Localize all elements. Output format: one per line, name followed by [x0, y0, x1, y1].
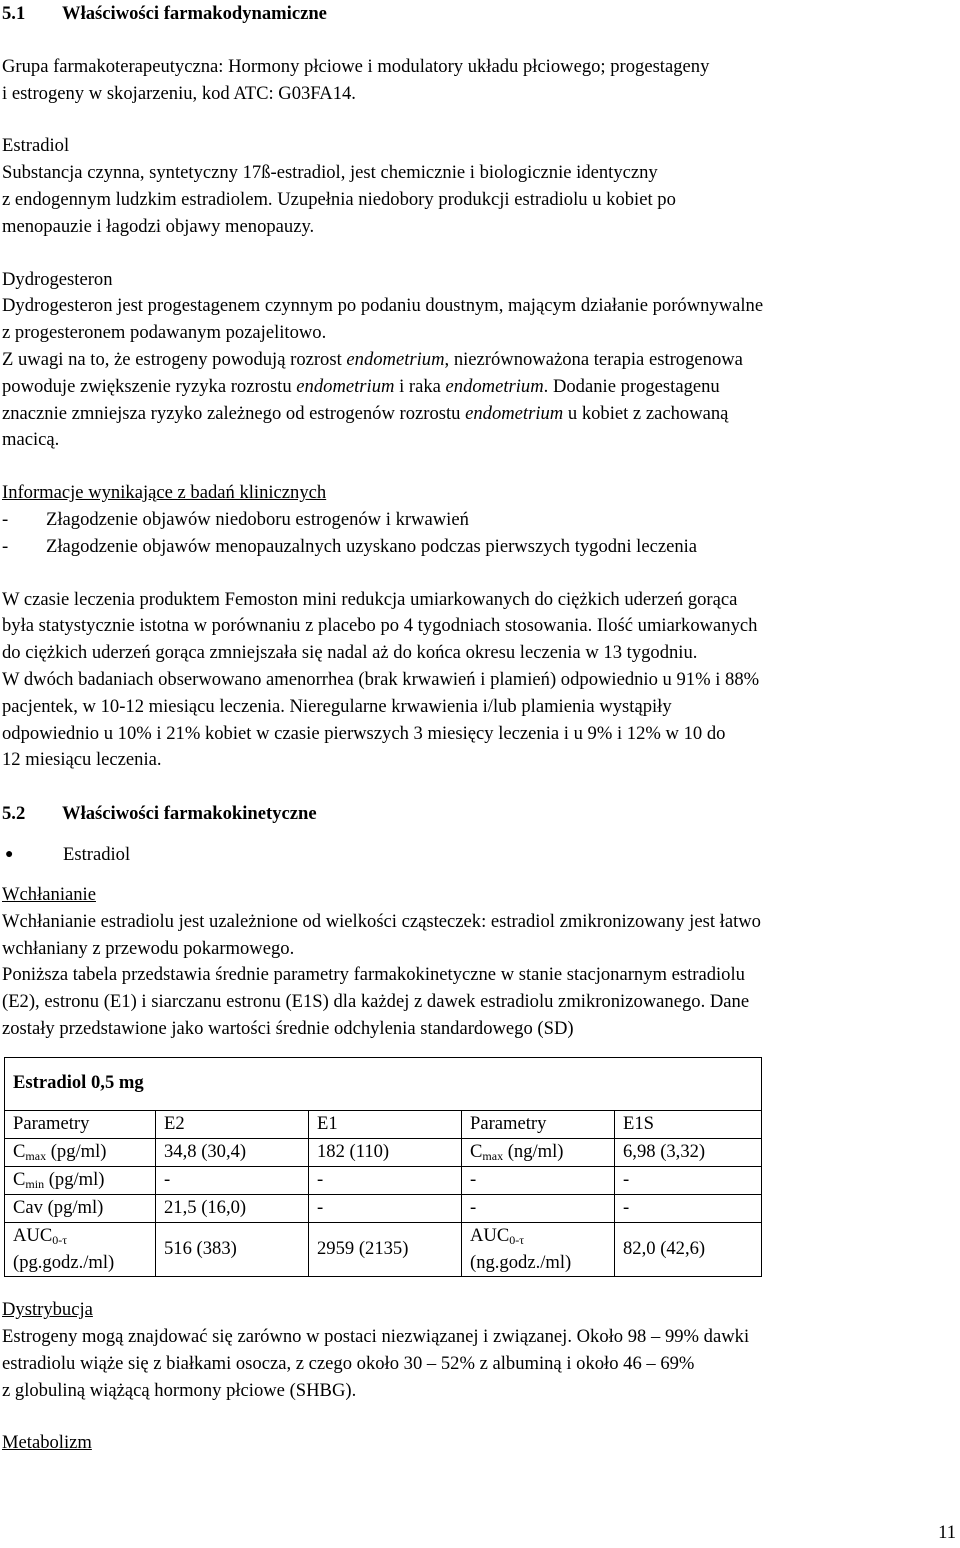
dydrogesteron-text-2: z progesteronem podawanym pozajelitowo.: [2, 322, 327, 344]
endometrium-line-1: Z uwagi na to, że estrogeny powodują rozrost endometrium, niezrównoważona terapia estrogenowa: [2, 348, 743, 370]
bullet-item-estradiol: ● Estradiol: [2, 828, 952, 882]
section-5-1-heading: 5.1 Właściwości farmakodynamiczne: [2, 3, 327, 24]
absorption-line-4: (E2), estronu (E1) i siarczanu estronu (E1S) dla każdej z dawek estradiolu zmikronizowanego. Dane: [2, 991, 750, 1013]
dydrogesteron-text-1: Dydrogesteron jest progestagenem czynnym po podaniu doustnym, mającym działanie porównywalne: [2, 295, 764, 317]
estradiol-heading: Estradiol: [2, 135, 70, 157]
results-line-3: do ciężkich uderzeń gorąca zmniejszała się nadal aż do końca okresu leczenia w 13 tygodniu.: [2, 642, 698, 664]
results-line-6: odpowiednio u 10% i 21% kobiet w czasie pierwszych 3 miesięcy leczenia i u 9% i 12% w 10 do: [2, 722, 726, 744]
section-5-2-heading: 5.2 Właściwości farmakokinetyczne: [2, 803, 317, 825]
absorption-line-1: Wchłanianie estradiolu jest uzależnione od wielkości cząsteczek: estradiol zmikronizowany jest łatwo: [2, 910, 761, 932]
list-item: - Złagodzenie objawów menopauzalnych uzyskano podczas pierwszych tygodni leczenia: [2, 535, 698, 557]
table-row: $C_{max}$ (pg/ml) 34,8 (30,4) 182 (110) $C_{max}$ (ng/ml) 6,98 (3,32): [5, 1138, 762, 1166]
metabolism-heading: Metabolizm: [2, 1432, 92, 1454]
results-line-1: W czasie leczenia produktem Femoston mini redukcja umiarkowanych do ciężkich uderzeń gorąca: [2, 588, 738, 610]
group-line-1: Grupa farmakoterapeutyczna: Hormony płciowe i modulatory układu płciowego; progestageny: [2, 55, 710, 77]
endometrium-line-2: powoduje zwiększenie ryzyka rozrostu endometrium i raka endometrium. Dodanie progestagenu: [2, 375, 720, 397]
estradiol-text-2: z endogennym ludzkim estradiolem. Uzupełnia niedobory produkcji estradiolu u kobiet po: [2, 188, 676, 210]
distribution-line-3: z globuliną wiążącą hormony płciowe (SHBG).: [2, 1379, 357, 1401]
results-line-5: pacjentek, w 10-12 miesiącu leczenia. Nieregularne krwawienia i/lub plamienia wystąpiły: [2, 695, 672, 717]
absorption-line-2: wchłaniany z przewodu pokarmowego.: [2, 937, 295, 959]
table-row: $C_{min}$ (pg/ml) - - - -: [5, 1166, 762, 1194]
absorption-line-5: zostały przedstawione jako wartości średnie odchylenia standardowego (SD): [2, 1017, 574, 1039]
estradiol-text-1: Substancja czynna, syntetyczny 17ß-estradiol, jest chemicznie i biologicznie identyczny: [2, 162, 658, 184]
table-row: $AUC_{0-\tau}$ (pg.godz./ml) 516 (383) 2959 (2135) $AUC_{0-\tau}$ (ng.godz./ml) 82,0 (42,6): [5, 1222, 762, 1277]
distribution-line-2: estradiolu wiąże się z białkami osocza, z czego około 30 – 52% z albuminą i około 46 – 69%: [2, 1352, 695, 1374]
results-line-2: była statystycznie istotna w porównaniu z placebo po 4 tygodniach stosowania. Ilość umiarkowanych: [2, 615, 758, 637]
estradiol-text-3: menopauzie i łagodzi objawy menopauzy.: [2, 215, 315, 237]
endometrium-line-4: macicą.: [2, 429, 60, 451]
pk-table: [4, 1057, 762, 1278]
document-page: [2, 0, 952, 1457]
page-number: 11: [938, 1522, 956, 1543]
results-line-7: 12 miesiącu leczenia.: [2, 749, 162, 771]
bullet-icon: ●: [5, 846, 14, 862]
clinical-heading: Informacje wynikające z badań klinicznych: [2, 482, 327, 504]
table-row: Cav (pg/ml) 21,5 (16,0) - - -: [5, 1194, 762, 1222]
absorption-line-3: Poniższa tabela przedstawia średnie parametry farmakokinetyczne w stanie stacjonarnym estradiolu: [2, 964, 745, 986]
table-row: Parametry E2 E1 Parametry E1S: [5, 1110, 762, 1138]
dydrogesteron-heading: Dydrogesteron: [2, 268, 113, 290]
distribution-heading: Dystrybucja: [2, 1299, 93, 1321]
list-item: - Złagodzenie objawów niedoboru estrogenów i krwawień: [2, 508, 469, 530]
distribution-line-1: Estrogeny mogą znajdować się zarówno w postaci niezwiązanej i związanej. Około 98 – 99% dawki: [2, 1326, 750, 1348]
group-line-2: i estrogeny w skojarzeniu, kod ATC: G03FA14.: [2, 82, 356, 104]
table-title: Estradiol 0,5 mg: [5, 1057, 762, 1110]
results-line-4: W dwóch badaniach obserwowano amenorrhea (brak krwawień i plamień) odpowiednio u 91% i 88%: [2, 668, 760, 690]
absorption-heading: Wchłanianie: [2, 883, 96, 905]
endometrium-line-3: znacznie zmniejsza ryzyko zależnego od estrogenów rozrostu endometrium u kobiet z zachowaną: [2, 402, 729, 424]
